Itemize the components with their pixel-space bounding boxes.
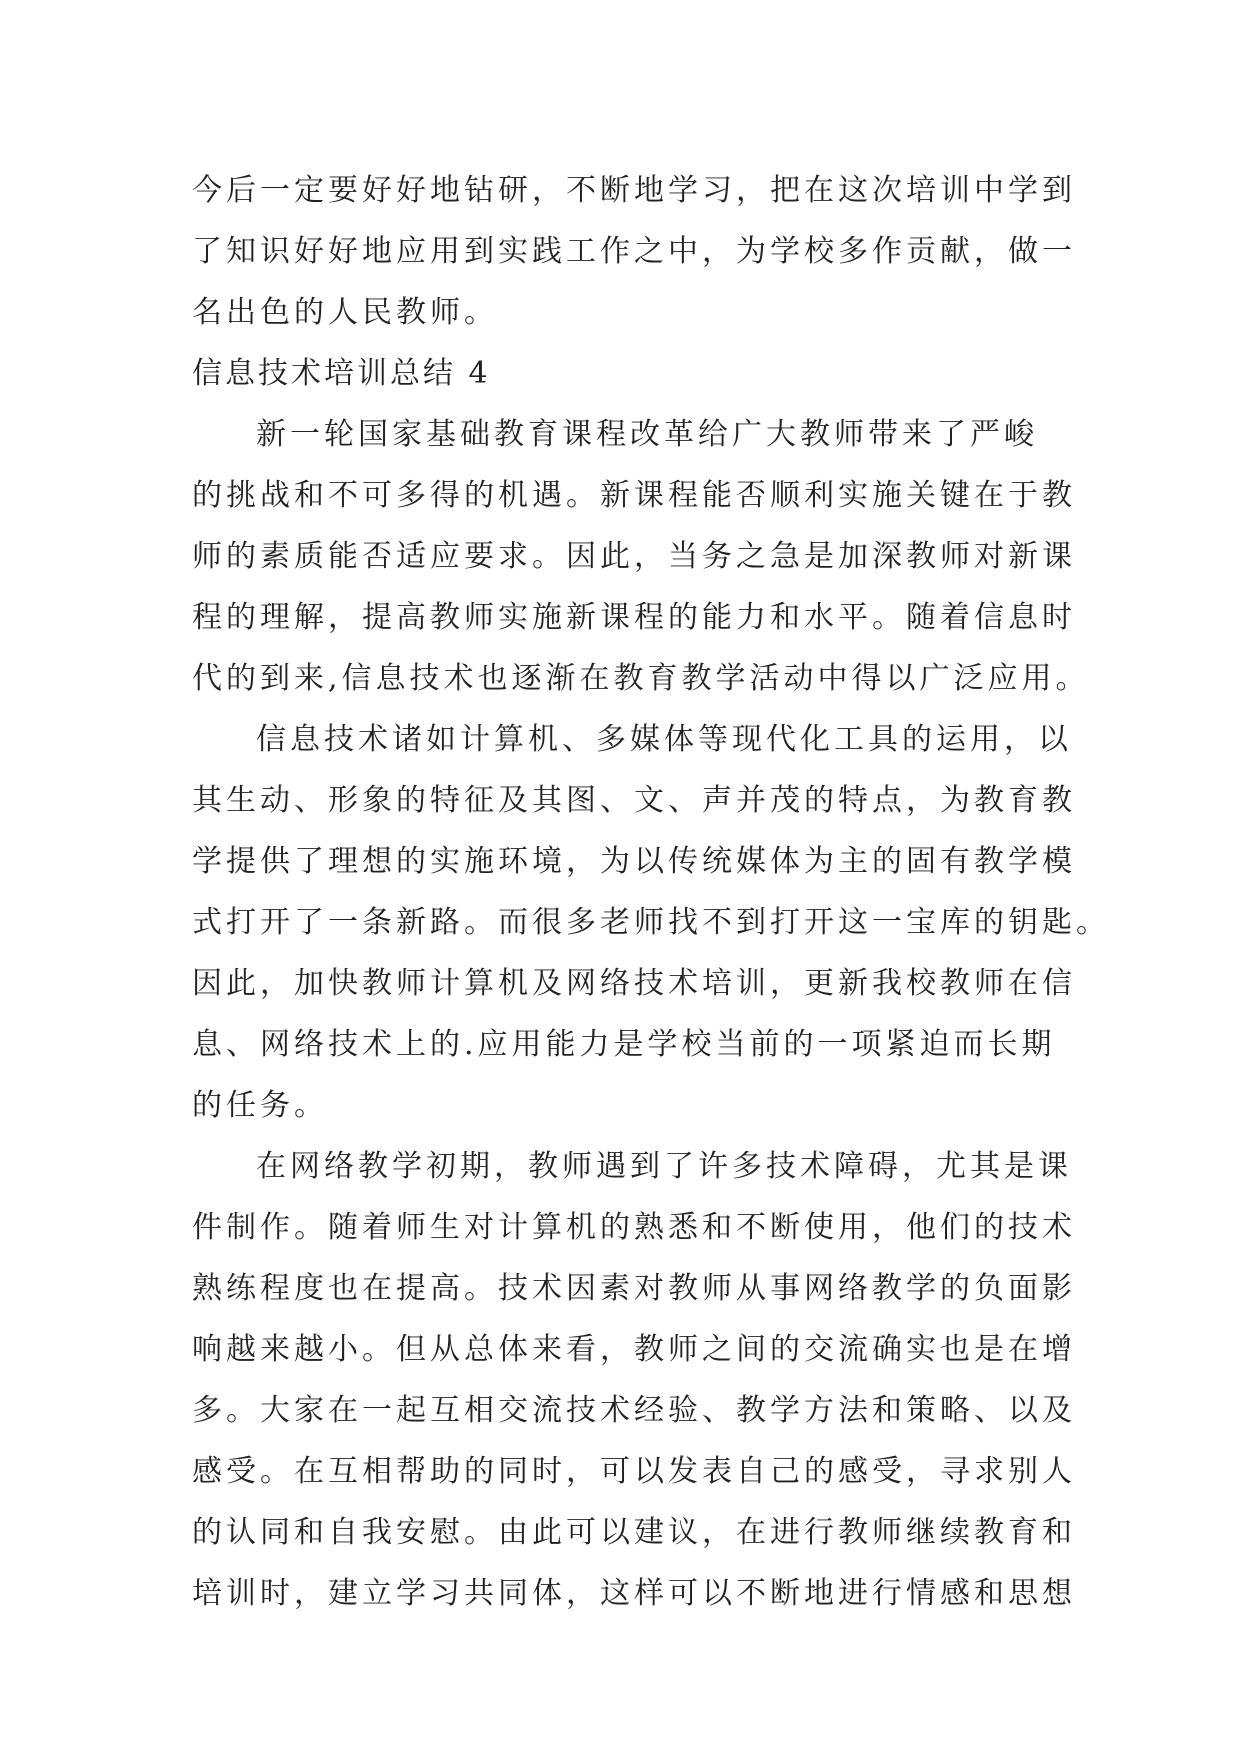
text-line: 的认同和自我安慰。由此可以建议，在进行教师继续教育和 bbox=[192, 1515, 1076, 1550]
text-line: 息、网络技术上的.应用能力是学校当前的一项紧迫而长期 bbox=[192, 1027, 1056, 1062]
document-body bbox=[192, 160, 1110, 1624]
text-line: 程的理解，提高教师实施新课程的能力和水平。随着信息时 bbox=[192, 600, 1076, 635]
paragraph-first-line: 新一轮国家基础教育课程改革给广大教师带来了严峻 bbox=[256, 417, 1038, 452]
text-line: 代的到来,信息技术也逐渐在教育教学活动中得以广泛应用。 bbox=[192, 661, 1090, 696]
text-line: 式打开了一条新路。而很多老师找不到打开这一宝库的钥匙。 bbox=[192, 905, 1110, 940]
text-line: 其生动、形象的特征及其图、文、声并茂的特点，为教育教 bbox=[192, 783, 1076, 818]
text-line: 件制作。随着师生对计算机的熟悉和不断使用，他们的技术 bbox=[192, 1210, 1076, 1245]
text-line: 的任务。 bbox=[192, 1088, 328, 1123]
text-line: 培训时，建立学习共同体，这样可以不断地进行情感和思想 bbox=[192, 1576, 1076, 1611]
paragraph-first-line: 信息技术诸如计算机、多媒体等现代化工具的运用，以 bbox=[256, 722, 1072, 757]
text-line: 多。大家在一起互相交流技术经验、教学方法和策略、以及 bbox=[192, 1393, 1076, 1428]
text-line: 学提供了理想的实施环境，为以传统媒体为主的固有教学模 bbox=[192, 844, 1076, 879]
section-title: 信息技术培训总结 4 bbox=[192, 356, 491, 391]
text-line: 响越来越小。但从总体来看，教师之间的交流确实也是在增 bbox=[192, 1332, 1076, 1367]
text-line: 感受。在互相帮助的同时，可以发表自己的感受，寻求别人 bbox=[192, 1454, 1076, 1489]
text-line: 了知识好好地应用到实践工作之中，为学校多作贡献，做一 bbox=[192, 234, 1076, 269]
text-line: 熟练程度也在提高。技术因素对教师从事网络教学的负面影 bbox=[192, 1271, 1076, 1306]
text-line: 师的素质能否适应要求。因此，当务之急是加深教师对新课 bbox=[192, 539, 1076, 574]
text-line: 名出色的人民教师。 bbox=[192, 295, 498, 330]
text-line: 今后一定要好好地钻研，不断地学习，把在这次培训中学到 bbox=[192, 173, 1076, 208]
text-line: 因此，加快教师计算机及网络技术培训，更新我校教师在信 bbox=[192, 966, 1076, 1001]
paragraph-first-line: 在网络教学初期，教师遇到了许多技术障碍，尤其是课 bbox=[256, 1149, 1072, 1184]
text-line: 的挑战和不可多得的机遇。新课程能否顺利实施关键在于教 bbox=[192, 478, 1076, 513]
